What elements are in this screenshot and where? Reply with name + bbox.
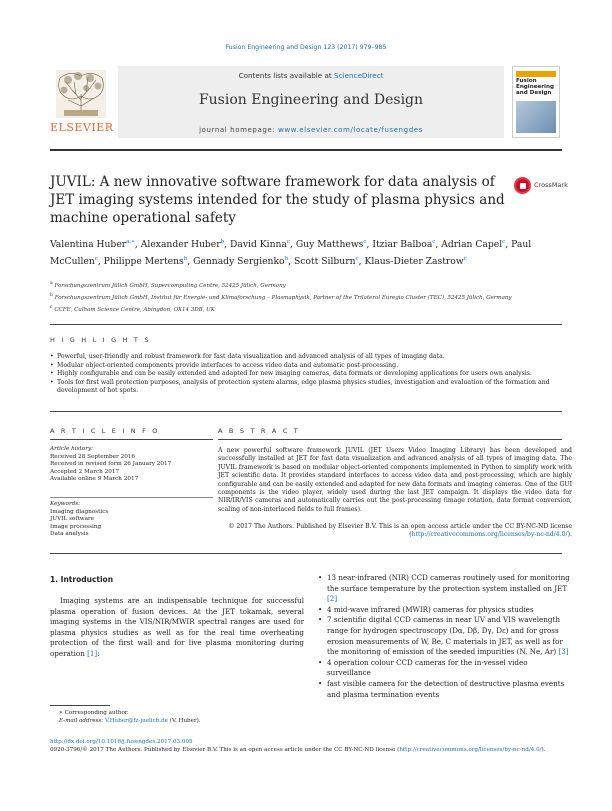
author-name: David Kinna (230, 239, 287, 251)
highlight-item: • Modular object-oriented components provide interfaces to access video data and automatic post-processing. (50, 362, 562, 371)
masthead-rule (50, 149, 562, 151)
keywords (50, 501, 213, 539)
camera-list-item (318, 679, 572, 700)
journal-masthead (50, 66, 562, 148)
abstract-bottom-rule (50, 553, 562, 554)
article-history (50, 446, 213, 484)
highlights-bottom-rule (50, 411, 562, 412)
footnote-email-line (59, 718, 310, 726)
footnote-rule (50, 705, 110, 706)
author-affiliation-mark[interactable]: b (220, 239, 225, 245)
camera-item-text: 7 scientific digital CCD cameras in near UV and VIS wavelength range for hydrogen spectroscopy (Dα, Dβ, Dγ, Dε) and for gross erosion measurements of W, Be, C materials in JET, as well as for the monitoring of emission of the seeded impurities (N, Ne, Ar) (327, 615, 563, 657)
author-affiliation-mark[interactable]: a,∗ (126, 239, 135, 245)
footnote-text: Corresponding author. (64, 710, 129, 716)
highlight-item: • Tools for first wall protection purposes, analysis of protection system alarms, edge plasma physics studies, investigation and evaluation of the formation and development of hot spots. (50, 379, 562, 396)
email-suffix: (V. Huber). (168, 717, 201, 724)
history-revised: Received in revised form 26 January 2017 (50, 461, 172, 468)
masthead-center (118, 66, 504, 138)
footnote-line (59, 710, 310, 718)
abstract-copyright (218, 523, 572, 540)
keyword: Imaging diagnostics (50, 508, 109, 515)
citation-link[interactable]: [3] (558, 647, 569, 657)
author-email-link[interactable]: V.Huber@fz-juelich.de (104, 717, 168, 724)
keyword: Data analysis (50, 531, 89, 538)
camera-item-text: 13 near-infrared (NIR) CCD cameras routinely used for monitoring the surface temperature by the protection system installed on JET (327, 573, 570, 593)
author-name: Adrian Capel (441, 239, 503, 251)
author-affiliation-mark[interactable]: c (363, 239, 367, 245)
camera-item-text: fast visible camera for the detection of destructive plasma events and plasma termination events (327, 678, 565, 699)
camera-list-item (318, 605, 572, 616)
author-affiliation-mark[interactable]: c (502, 239, 506, 245)
camera-list (318, 573, 572, 700)
affiliation-a: $^a$ Forschungszentrum Jülich GmbH, Supercomputing Centre, 52425 Jülich, Germany (50, 281, 286, 289)
homepage-prefix: journal homepage: (199, 126, 279, 134)
author-affiliation-mark[interactable]: c (94, 256, 98, 263)
journal-cover-thumbnail (512, 66, 560, 138)
elsevier-wordmark: ELSEVIER (50, 121, 114, 134)
highlights-top-rule (50, 324, 562, 325)
homepage-link[interactable]: www.elsevier.com/locate/fusengdes (278, 126, 423, 134)
license-end: ). (541, 746, 546, 753)
camera-item-text: 4 operation colour CCD cameras for the in-vessel video surveillance (327, 657, 528, 678)
author-affiliation-mark[interactable]: c (355, 256, 359, 263)
crossmark-icon (514, 177, 531, 194)
author-affiliation-mark[interactable]: c (286, 239, 290, 245)
abstract-text: A new powerful software framework JUVIL (JET Users Video Imaging Library) has been developed and successfully installed at JET for fast data visualization and advanced analysis of all types of imaging data. The JUVIL framework is based on modular object-oriented components implemented in Python to simplify work with JET scientific data. It provides standard interfaces to access video data and post-processing, which are highly configurable and can be easily extended and adapted for new data formats and imaging cameras. One of the GUI components is the video player, widely used during the last JET campaign. It displays the video data for NIR/IR/VIS cameras and automatically carries out the post-processing (image rotation, data format conversion, scaling of non-interlaced fields to full frames). (218, 447, 572, 513)
doi-link[interactable]: http://dx.doi.org/10.1016/j.fusengdes.2017.03.005 (50, 739, 193, 745)
keywords-rule (50, 497, 213, 498)
sciencedirect-link[interactable]: ScienceDirect (334, 71, 384, 80)
journal-reference[interactable]: Fusion Engineering and Design 123 (2017) 979–985 (225, 44, 387, 51)
corresponding-author-footnote (50, 710, 310, 725)
author-name: Guy Matthews (295, 239, 364, 251)
cover-image (516, 101, 556, 133)
highlights-label: H I G H L I G H T S (50, 336, 151, 344)
camera-list-item (318, 658, 572, 679)
highlights-list (50, 353, 562, 396)
affiliation-c: $^c$ CCFE, Culham Science Centre, Abingdon, OX14 3DB, UK (50, 305, 215, 314)
footer-license-link[interactable]: http://creativecommons.org/licenses/by-nc-nd/4.0/ (399, 746, 542, 753)
author-name: Gennady Sergienko (193, 256, 285, 268)
copyright-prefix: © 2017 The Authors. Published by Elsevier B.V. This is an open access article under the CC BY-NC-ND license ( (228, 523, 572, 539)
article-info-rule (50, 439, 213, 440)
author-name: Klaus-Dieter Zastrow (364, 256, 464, 268)
history-received: Received 28 September 2016 (50, 453, 136, 460)
intro-text: Imaging systems are an indispensable technique for successful plasma operation of fusion devices. At the JET tokamak, several imaging systems in the VIS/NIR/MWIR spectral ranges are used for plasma physics studies as well as for the real time overheating protection of the first wall and for live plasma monitoring during operation (50, 596, 304, 658)
contents-prefix: Contents lists available at (238, 71, 335, 80)
email-label: E-mail address: (59, 717, 105, 724)
camera-list-item (318, 615, 572, 657)
keyword: JUVIL software (50, 516, 95, 523)
history-accepted: Accepted 2 March 2017 (50, 468, 120, 475)
journal-homepage-line (118, 126, 504, 134)
keyword: Image processing (50, 523, 102, 530)
contents-available-line (118, 71, 504, 80)
author-affiliation-mark[interactable]: b (284, 256, 289, 263)
license-line (50, 747, 572, 755)
history-header: Article history: (50, 446, 94, 452)
asterisk: ∗ (59, 710, 65, 716)
author-name: Scott Silburn (293, 256, 356, 268)
history-online: Available online 9 March 2017 (50, 476, 139, 483)
section-heading-introduction: 1. Introduction (50, 575, 114, 584)
author-affiliation-mark[interactable]: c (463, 256, 467, 263)
license-text: 0920-3796/© 2017 The Authors. Published by Elsevier B.V. This is an open access article under the CC BY-NC-ND license ( (50, 746, 400, 753)
journal-title: Fusion Engineering and Design (198, 92, 424, 108)
author-name: Itziar Balboa (372, 239, 433, 251)
author-name: Philippe Mertens (103, 256, 184, 268)
citation-link[interactable]: [2] (327, 594, 338, 604)
highlight-item: • Powerful, user-friendly and robust framework for fast data visualization and advanced analysis of all types of imaging data. (50, 353, 562, 362)
keywords-header: Keywords: (50, 501, 81, 507)
author-list: Valentina Huber$^{a,∗}$, Alexander Huber$^b$, David Kinna$^c$, Guy Matthews$^c$, Itziar Balboa$^c$, Adrian Capel$^c$, Paul McCullen$^c$, Philippe Mertens$^b$, Gennady Sergienko$^b$, Scott Silburn$^c$, Klaus-Dieter Zastrow$^c$ (50, 239, 532, 268)
author-affiliation-mark[interactable]: c (432, 239, 436, 245)
affiliations (50, 280, 562, 317)
copyright-suffix: ). (567, 531, 572, 539)
author-name: Valentina Huber (50, 239, 127, 251)
citation-link[interactable]: [1] (87, 648, 98, 658)
camera-list-item (318, 573, 572, 605)
abstract-label: A B S T R A C T (218, 427, 300, 435)
intro-end: : (97, 648, 100, 658)
license-link[interactable]: http://creativecommons.org/licenses/by-nc-nd/4.0/ (411, 531, 568, 539)
highlight-item: • Highly configurable and can be easily extended and adapted for new imaging cameras, data formats or developing applications for users own analysis. (50, 370, 562, 379)
crossmark-badge[interactable] (514, 175, 572, 195)
article-info-label: A R T I C L E I N F O (50, 427, 160, 435)
cover-band (516, 71, 556, 77)
cover-title: Fusion Engineering and Design (516, 78, 554, 96)
author-affiliation-mark[interactable]: b (183, 256, 188, 263)
article-title: JUVIL: A new innovative software framework for data analysis of JET imaging systems intended for the study of plasma physics and machine operational safety (50, 174, 505, 226)
author-name: Alexander Huber (140, 239, 221, 251)
crossmark-label: CrossMark (534, 181, 568, 189)
abstract-rule (218, 439, 562, 440)
author-name: Paul McCullen (50, 239, 532, 268)
introduction-paragraph (50, 596, 304, 660)
camera-item-text: 4 mid-wave infrared (MWIR) cameras for physics studies (327, 604, 534, 614)
affiliation-b: $^b$ Forschungszentrum Jülich GmbH, Institut für Energie- und Klimaforschung – Plasmaphysik, Partner of the Trilateral Euregio Cluster (TEC), 52425 Jülich, Germany (50, 293, 512, 302)
page-footer (50, 739, 572, 754)
